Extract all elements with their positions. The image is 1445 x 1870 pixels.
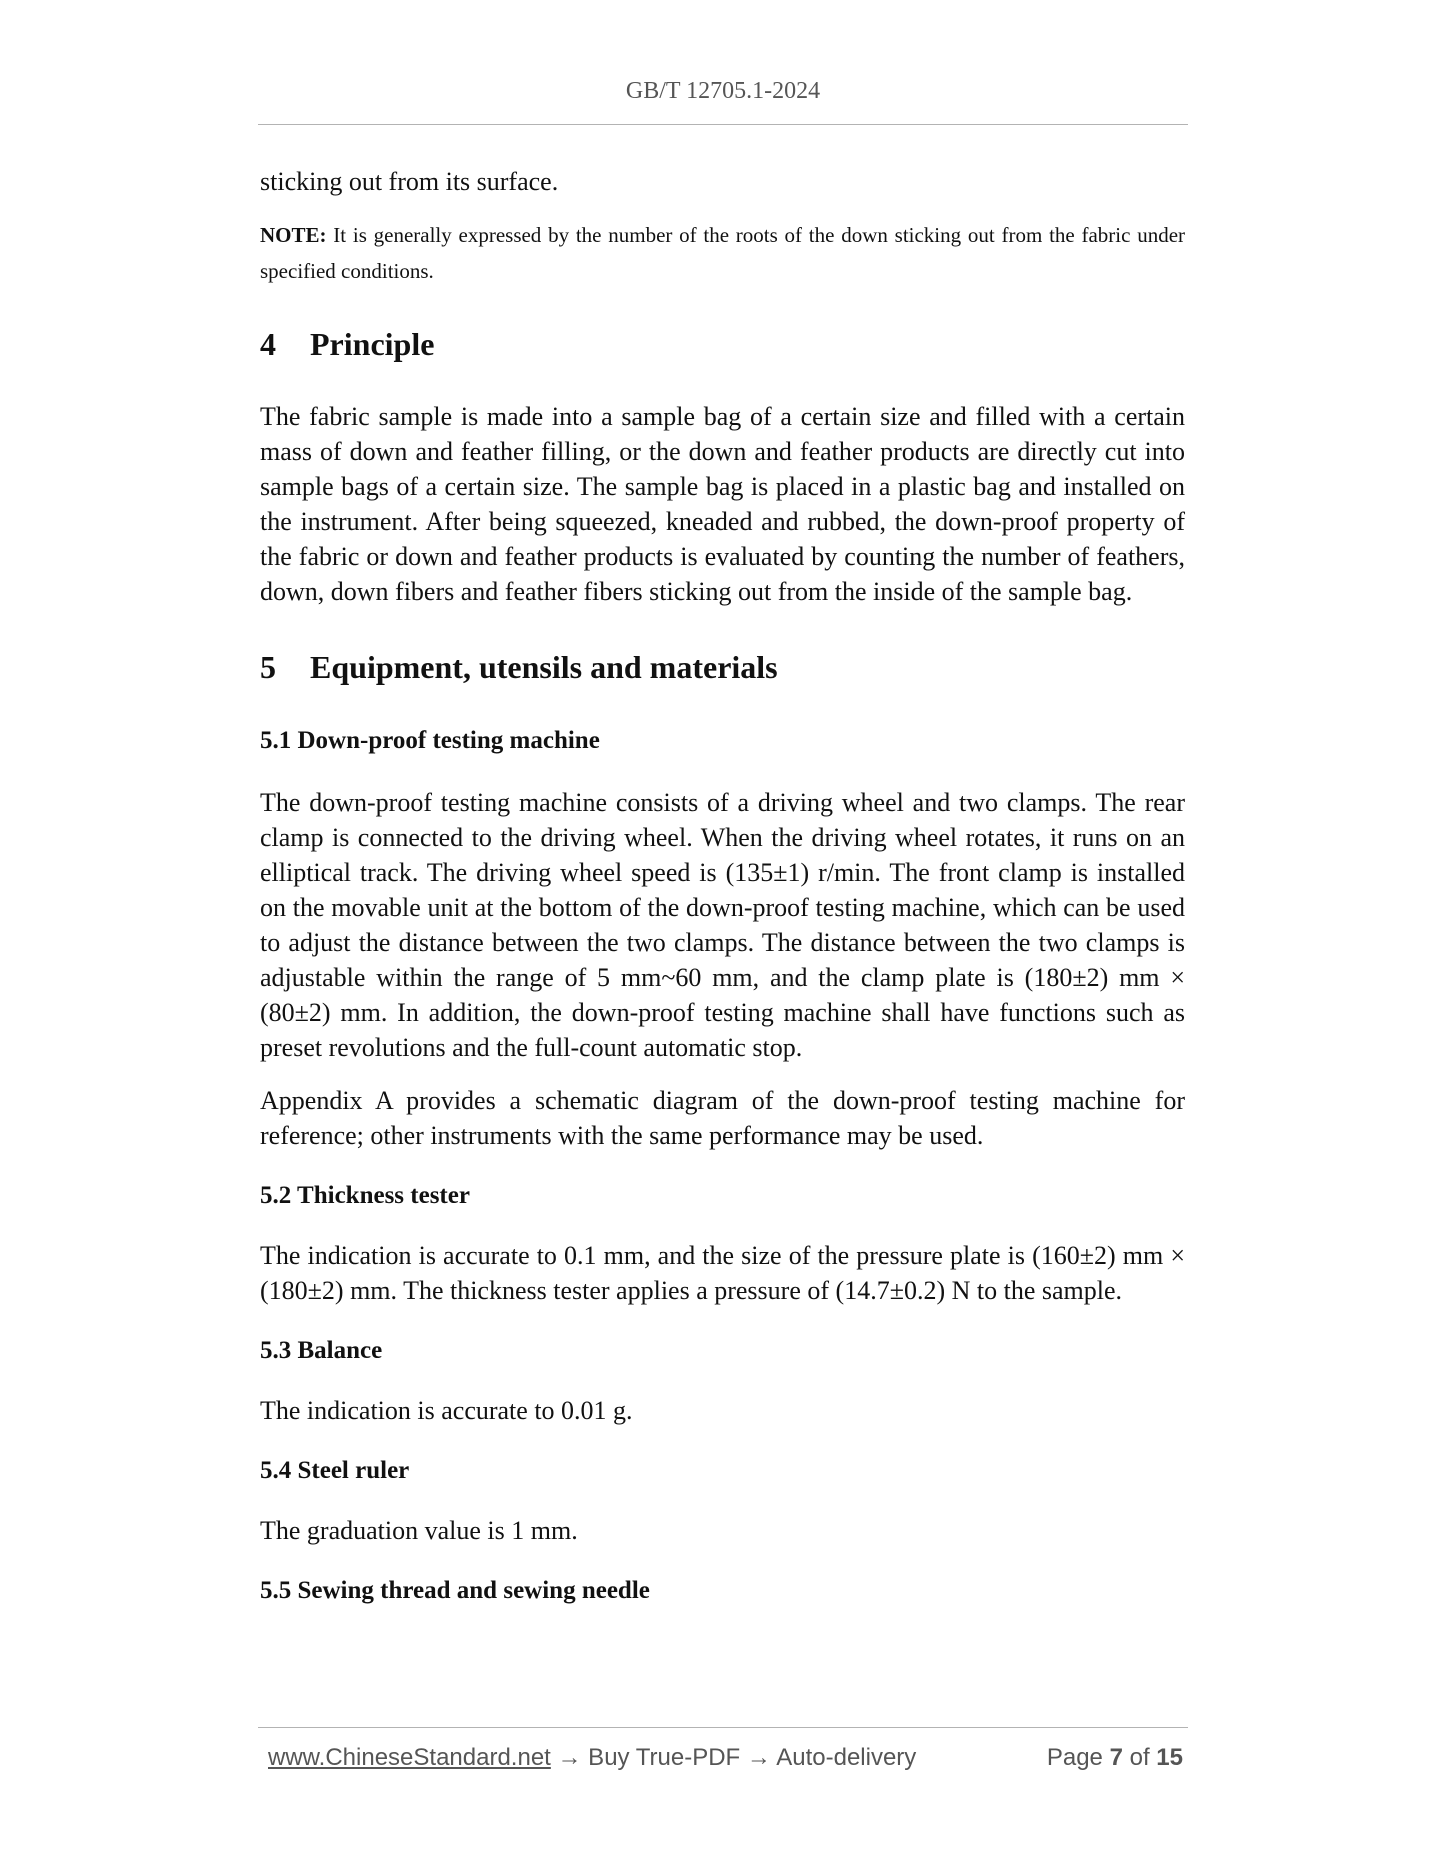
- section-5-number: 5: [260, 649, 276, 685]
- page-indicator: [1047, 1744, 1183, 1772]
- page-content: [260, 164, 1185, 1607]
- section-4-heading: [260, 324, 1185, 364]
- page-label: Page: [1046, 1744, 1103, 1771]
- page-total: 15: [1156, 1744, 1183, 1771]
- subsection-5-3-paragraph: The indication is accurate to 0.01 g.: [260, 1396, 633, 1425]
- subsection-5-1-heading: 5.1 Down-proof testing machine: [260, 727, 600, 754]
- subsection-5-2-paragraph: The indication is accurate to 0.1 mm, and the size of the pressure plate is (160±2) mm × (180±2) mm. The thickness tester applies a pressure of (14.7±0.2) N to the sample.: [260, 1241, 1185, 1305]
- running-header: GB/T 12705.1-2024: [625, 78, 821, 104]
- section-4-number: 4: [260, 326, 276, 362]
- header-divider: [258, 124, 1188, 125]
- subsection-5-1-paragraph-2: Appendix A provides a schematic diagram of the down-proof testing machine for reference; other instruments with the same performance may be used.: [260, 1086, 1185, 1150]
- subsection-5-4-paragraph: The graduation value is 1 mm.: [260, 1516, 578, 1545]
- footer-divider: [258, 1727, 1188, 1728]
- subsection-5-3-heading: 5.3 Balance: [260, 1337, 383, 1364]
- section-5-heading: [260, 647, 1185, 687]
- subsection-5-2-heading: 5.2 Thickness tester: [260, 1182, 470, 1209]
- subsection-5-5-heading: 5.5 Sewing thread and sewing needle: [260, 1577, 650, 1604]
- subsection-5-1-paragraph-1: The down-proof testing machine consists of a driving wheel and two clamps. The rear clamp is connected to the driving wheel. When the driving wheel rotates, it runs on an elliptical track. The driving wheel speed is (135±1) r/min. The front clamp is installed on the movable unit at the bottom of the down-proof testing machine, which can be used to adjust the distance between the two clamps. The distance between the two clamps is adjustable within the range of 5 mm~60 mm, and the clamp plate is (180±2) mm × (80±2) mm. In addition, the down-proof testing machine shall have functions such as preset revolutions and the full-count automatic stop.: [260, 788, 1185, 1062]
- promo-text: → Buy True-PDF → Auto-delivery: [550, 1744, 917, 1771]
- principle-paragraph: The fabric sample is made into a sample bag of a certain size and filled with a certain mass of down and feather filling, or the down and feather products are directly cut into sample bags of a certain size. The sample bag is placed in a plastic bag and installed on the instrument. After being squeezed, kneaded and rubbed, the down-proof property of the fabric or down and feather products is evaluated by counting the number of feathers, down, down fibers and feather fibers sticking out from the inside of the sample bag.: [260, 402, 1185, 606]
- page-of: of: [1129, 1744, 1150, 1771]
- footer-promo: [268, 1744, 916, 1772]
- note-label: NOTE:: [260, 223, 327, 247]
- page-footer: [268, 1744, 1183, 1778]
- section-4-title: Principle: [310, 326, 435, 362]
- continuation-text: sticking out from its surface.: [260, 167, 559, 196]
- section-5-title: Equipment, utensils and materials: [310, 649, 778, 685]
- website-link[interactable]: www.ChineseStandard.net: [268, 1744, 551, 1771]
- note-text: It is generally expressed by the number of the roots of the down sticking out from the fabric under specified conditions.: [260, 223, 1186, 283]
- note-paragraph: [260, 217, 1185, 289]
- page-current: 7: [1109, 1744, 1123, 1771]
- subsection-5-4-heading: 5.4 Steel ruler: [260, 1457, 410, 1484]
